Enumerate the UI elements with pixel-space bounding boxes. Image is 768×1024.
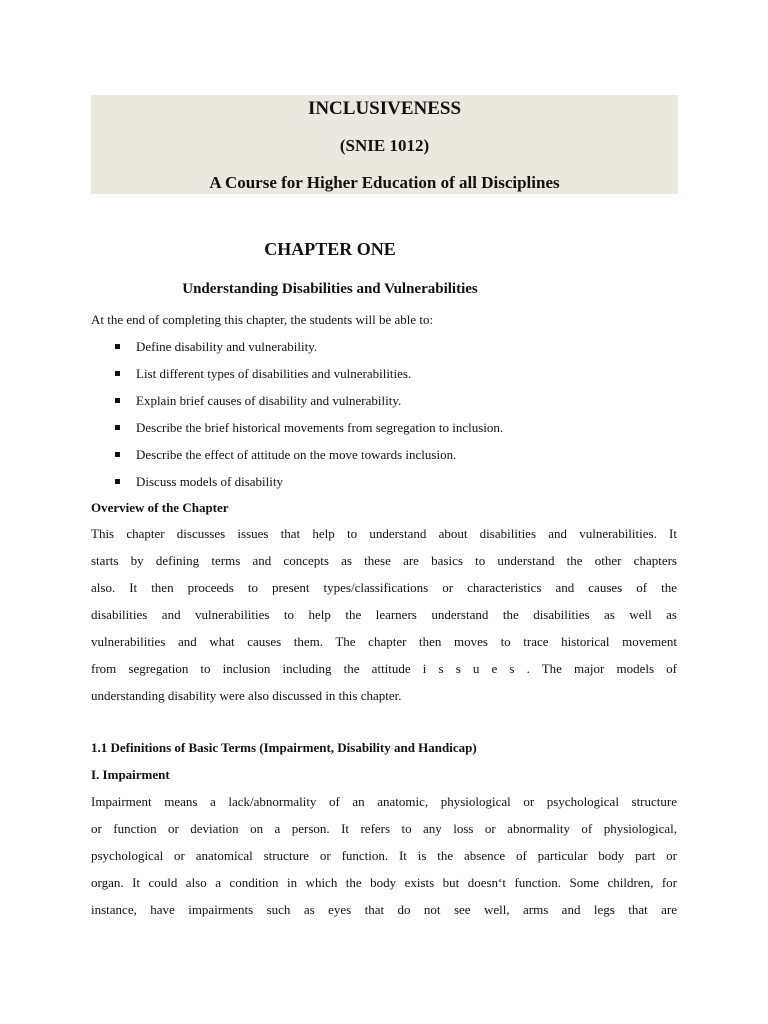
square-bullet-icon	[115, 479, 120, 484]
paragraph-line: disabilities and vulnerabilities to help the learners understand the disabilities as well as	[91, 607, 677, 622]
course-code: (SNIE 1012)	[339, 136, 430, 155]
paragraph-line: organ. It could also a condition in which the body exists but doesn‘t function. Some children, for	[91, 875, 677, 890]
paragraph-line: psychological or anatomical structure or function. It is the absence of particular body part or	[91, 848, 677, 863]
square-bullet-icon	[115, 344, 120, 349]
paragraph-line: from segregation to inclusion including the attitude i s s u e s . The major models of	[91, 661, 677, 676]
title-block	[91, 95, 678, 194]
paragraph-line: starts by defining terms and concepts as these are basics to understand the other chapters	[91, 553, 677, 568]
paragraph-line: understanding disability were also discussed in this chapter.	[91, 688, 402, 703]
objectives-intro: At the end of completing this chapter, the students will be able to:	[91, 312, 434, 327]
square-bullet-icon	[115, 398, 120, 403]
list-item: Describe the brief historical movements from segregation to inclusion.	[136, 414, 503, 441]
list-item: Discuss models of disability	[136, 468, 503, 495]
list-item: Define disability and vulnerability.	[136, 333, 503, 360]
objectives-list	[136, 333, 503, 495]
impairment-paragraph	[91, 788, 677, 923]
course-title: INCLUSIVENESS	[307, 98, 462, 119]
list-item: Describe the effect of attitude on the move towards inclusion.	[136, 441, 503, 468]
paragraph-line: Impairment means a lack/abnormality of an anatomic, physiological or psychological structure	[91, 794, 677, 809]
chapter-subtitle: Understanding Disabilities and Vulnerabilities	[182, 281, 478, 297]
subsection-heading: I. Impairment	[91, 767, 170, 782]
paragraph-line: or function or deviation on a person. It refers to any loss or abnormality of physiological,	[91, 821, 677, 836]
paragraph-line: vulnerabilities and what causes them. The chapter then moves to trace historical movement	[91, 634, 677, 649]
chapter-title: CHAPTER ONE	[264, 239, 396, 259]
square-bullet-icon	[115, 371, 120, 376]
overview-paragraph	[91, 520, 677, 709]
course-subtitle: A Course for Higher Education of all Disciplines	[209, 173, 560, 192]
overview-heading: Overview of the Chapter	[91, 500, 229, 515]
paragraph-line: instance, have impairments such as eyes that do not see well, arms and legs that are	[91, 902, 677, 917]
list-item: List different types of disabilities and vulnerabilities.	[136, 360, 503, 387]
square-bullet-icon	[115, 452, 120, 457]
section-heading: 1.1 Definitions of Basic Terms (Impairment, Disability and Handicap)	[91, 740, 477, 755]
list-item: Explain brief causes of disability and vulnerability.	[136, 387, 503, 414]
paragraph-line: also. It then proceeds to present types/classifications or characteristics and causes of the	[91, 580, 677, 595]
square-bullet-icon	[115, 425, 120, 430]
paragraph-line: This chapter discusses issues that help to understand about disabilities and vulnerabilities. It	[91, 526, 677, 541]
